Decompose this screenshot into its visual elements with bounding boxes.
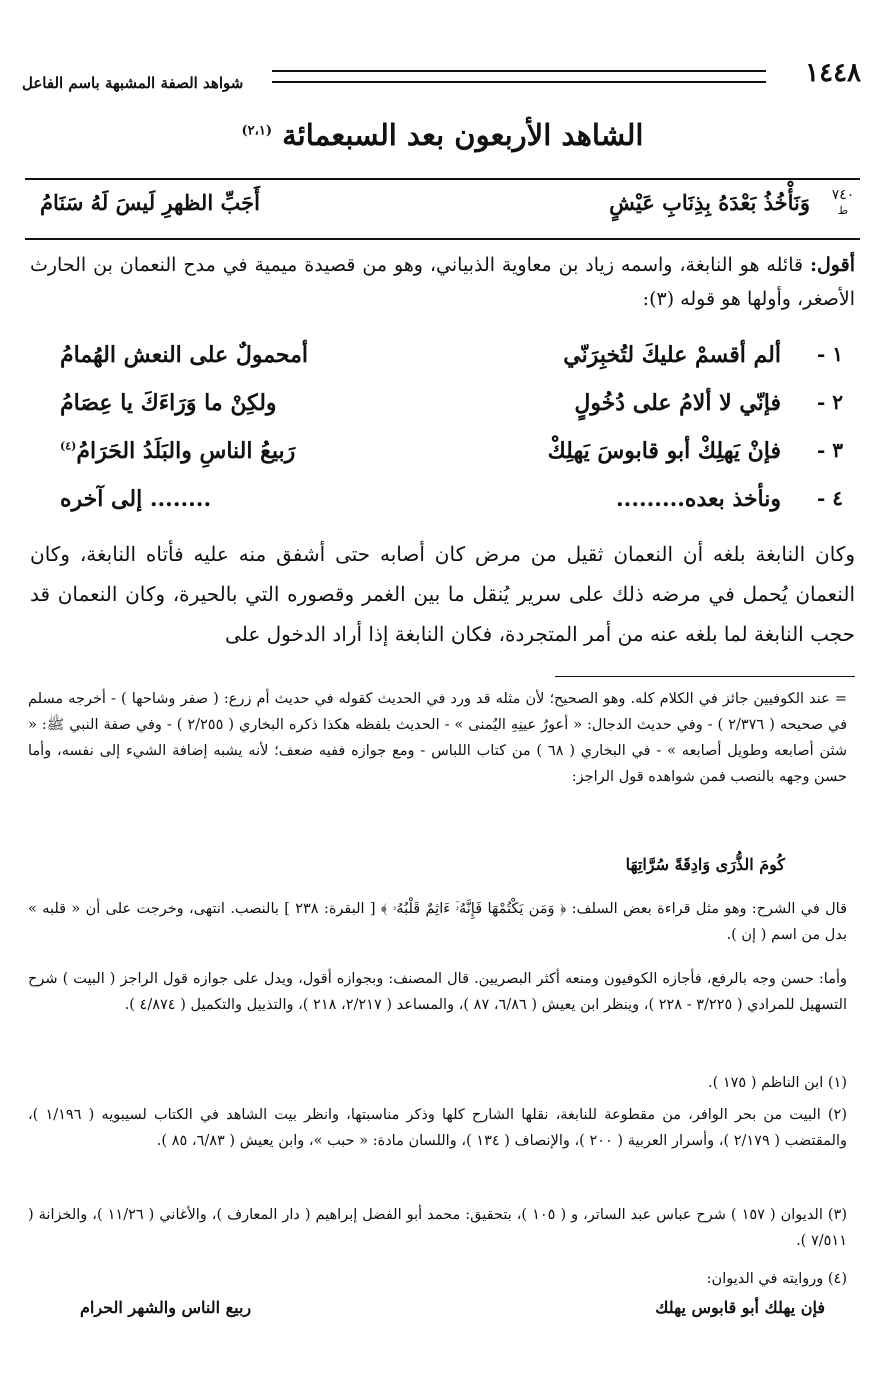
footnote-2: (٢) البيت من بحر الوافر، من مقطوعة للنابغة، نقلها الشارح كلها وذكر مناسبتها، وانظر بيت الشاهد في الكتاب لسيبويه ( ١/١٩٦ )، والمقتضب ( ٢/١٧٩ )، وأسرار العربية ( ٢٠٠ )، والإنصاف ( ١٣٤ )، واللسان مادة: « حبب »، وابن يعيش ( ٦/٨٣، ٨٥ ). [28, 1107, 847, 1149]
verse-marker: ط [837, 204, 849, 217]
poem-second-text: أمحمولٌ على النعش الهُمامُ [60, 342, 309, 368]
chapter-title [0, 118, 885, 152]
footnote-3: (٣) الديوان ( ١٥٧ ) شرح عباس عبد الساتر، و ( ١٠٥ )، بتحقيق: محمد أبو الفضل إبراهيم ( دار المعارف )، والأغاني ( ١١/٢٦ )، والخزانة ( ٧/٥١١ ). [28, 1207, 848, 1249]
verse-first-half: وَنَأْخُذُ بَعْدَهُ بِذِنَابِ عَيْشٍ [609, 190, 810, 215]
footnote-4-second-half: ربيع الناس والشهر الحرام [80, 1298, 252, 1317]
page-number: ١٤٤٨ [805, 58, 861, 88]
poem-second-text: ........ إلى آخره [60, 486, 212, 512]
poem-second-half [60, 342, 308, 368]
chapter-title-text: الشاهد الأربعون بعد السبعمائة [282, 118, 644, 152]
verse-number [826, 188, 860, 218]
footnote-separator [555, 676, 855, 677]
footnote-4: (٤) وروايته في الديوان: [706, 1271, 847, 1287]
poem-first-half: ألم أقسمْ عليكَ لتُخبِرَنّي [563, 342, 781, 368]
intro-text: قائله هو النابغة، واسمه زياد بن معاوية الذبياني، وهو من قصيدة ميمية في مدح النعمان بن الحارث الأصغر، وأولها هو قوله (٣): [30, 254, 855, 310]
poem-line-number: ٤ - [816, 486, 843, 510]
footnote-continuation: = عند الكوفيين جائز في الكلام كله. وهو الصحيح؛ لأن مثله قد ورد في الحديث كقوله في حديث أم زرع: ( صفر وشاحها ) - أخرجه مسلم في صحيحه ( ٢/٣٧٦ ) - وفي حديث الدجال: « أعورُ عينِهِ اليُمنى » - الحديث بلفظه هكذا ذكره البخاري ( ٢/٢٥٥ ) - وفي صفة النبي ﷺ: « شثن أصابعه وطويل أصابعه » - في البخاري ( ٦٨ ) من كتاب اللباس - ومع جوازه ففيه ضعف؛ لأنه يشبه إضافة الشيء إلى نفسه، وأما حسن وجهه بالنصب فمن شواهده قول الراجز: [28, 691, 848, 785]
rajaz-verse-line [70, 855, 845, 885]
poem-second-half [60, 390, 277, 416]
title-divider [25, 178, 860, 180]
footnote-4-verse [70, 1298, 845, 1328]
poem-first-half: فإنّي لا ألامُ على دُخُولٍ [574, 390, 781, 416]
verse-second-half: أَجَبِّ الظهرِ لَيسَ لَهُ سَنَامُ [40, 190, 260, 215]
poem-line [60, 390, 843, 432]
poem-line [60, 438, 843, 480]
poem-line-number: ٢ - [816, 390, 843, 414]
poem-line-number: ١ - [816, 342, 843, 366]
verse-heading [40, 188, 860, 232]
poem-line [60, 342, 843, 384]
story-paragraph: وكان النابغة بلغه أن النعمان ثقيل من مرض كان أصابه حتى أشفق منه عليه فأتاه النابغة، وكان النعمان يُحمل في مرضه ذلك على سرير يُنقل ما بين الغمر وقصوره التي بالحيرة، وكان النعمان قد حجب النابغة لما بلغه عنه من أمر المتجردة، فكان النابغة إذا أراد الدخول على [30, 542, 855, 646]
footnote-third-case: وأما: حسن وجه بالرفع، فأجازه الكوفيون ومنعه أكثر البصريين. قال المصنف: وبجوازه أقول، ويدل على جوازه قول الراجز ( البيت ) شرح التسهيل للمرادي ( ٣/٢٢٥ - ٢٢٨ )، وينظر ابن يعيش ( ٦/٨٦، ٨٧ )، والمساعد ( ٢/٢١٧، ٢١٨ )، والتذييل والتكميل ( ٤/٨٧٤ ). [28, 971, 847, 1013]
poem-second-text: ولكِنْ ما وَرَاءَكَ يا عِصَامُ [60, 390, 277, 416]
rajaz-verse: كُومَ الذُّرَى وَادِقَةً سُرَّاتِهَا [625, 855, 785, 874]
running-header [22, 58, 861, 98]
intro-label: أقول: [809, 254, 855, 276]
running-title: شواهد الصفة المشبهة باسم الفاعل [22, 74, 244, 92]
chapter-note-ref: (٢،١) [241, 123, 272, 139]
poem-second-half [60, 438, 295, 464]
poem-second-half [60, 486, 211, 512]
poem-line [60, 486, 843, 528]
poem-first-half: ونأخذ بعده......... [616, 486, 781, 512]
poem-first-half: فإنْ يَهلِكْ أبو قابوسَ يَهلِكْ [547, 438, 781, 464]
intro-paragraph [30, 248, 855, 316]
header-rule [272, 70, 766, 83]
footnote-4-first-half: فإن يهلك أبو قابوس يهلك [655, 1298, 825, 1317]
poem-second-text: رَبيعُ الناسِ والبَلَدُ الحَرَامُ [76, 438, 296, 464]
poem-note-ref: (٤) [60, 439, 77, 453]
footnote-commentary: قال في الشرح: وهو مثل قراءة بعض السلف: ﴿ وَمَن يَكْتُمْهَا فَإِنَّهُۥٓ ءَاثِمٌ قَلْبُهُۥ ﴾ [ البقرة: ٢٣٨ ] بالنصب. انتهى، وخرجت على أن « قلبه » بدل من اسم ( إن ). [28, 901, 848, 943]
footnote-1: (١) ابن الناظم ( ١٧٥ ). [707, 1075, 847, 1091]
verse-divider [25, 238, 860, 240]
verse-number-value: ٧٤٠ [831, 187, 855, 203]
poem-line-number: ٣ - [816, 438, 843, 462]
